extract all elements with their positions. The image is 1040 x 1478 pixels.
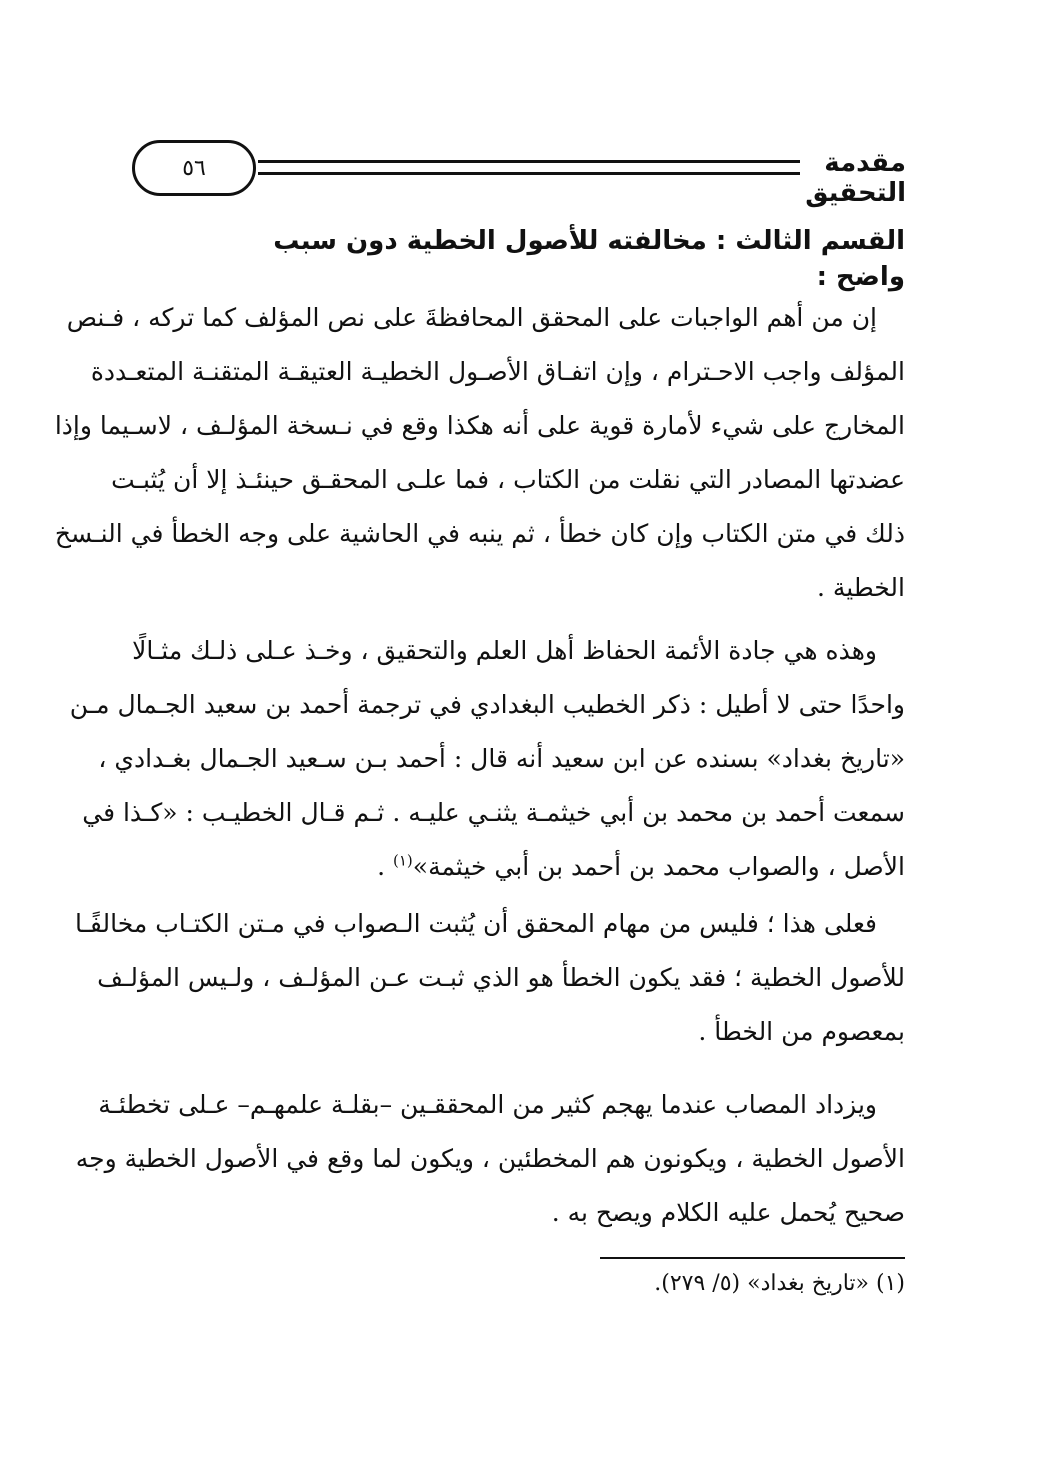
sentence-end-mark: .: [377, 852, 393, 881]
page-number-badge: ٥٦: [132, 140, 256, 196]
footnote-marker: (١): [393, 851, 413, 870]
paragraph-line: الخطية .: [816, 573, 905, 602]
paragraph-line: سمعت أحمد بن محمد بن أبي خيثمـة يثنـي عليـه . ثـم قـال الخطيـب : «كـذا في: [82, 798, 905, 827]
header-double-rule: [258, 160, 800, 175]
paragraph-line-text: الأصل ، والصواب محمد بن أحمد بن أبي خيثمة»: [412, 852, 905, 881]
paragraph-line: عضدتها المصادر التي نقلت من الكتاب ، فما علـى المحقـق حينئـذ إلا أن يُثبـت: [111, 465, 905, 494]
paragraph-line-with-footnote: [135, 840, 905, 894]
paragraph-line: إن من أهم الواجبات على المحقق المحافظةَ على نص المؤلف كما تركه ، فـنص: [66, 303, 877, 332]
paragraph-line: للأصول الخطية ؛ فقد يكون الخطأ هو الذي ثبـت عـن المؤلـف ، ولـيس المؤلـف: [97, 963, 905, 992]
paragraph-line: وهذه هي جادة الأئمة الحفاظ أهل العلم والتحقيق ، وخـذ عـلى ذلـك مثـالًا: [132, 636, 877, 665]
paragraph-line: صحيح يُحمل عليه الكلام ويصح به .: [551, 1198, 905, 1227]
paragraph-line: ويزداد المصاب عندما يهجم كثير من المحققـين –بقلـة علمهـم– عـلى تخطئـة: [98, 1090, 877, 1119]
page-header: [132, 140, 906, 208]
paragraph-line: المؤلف واجب الاحـترام ، وإن اتفـاق الأصـول الخطيـة العتيقـة المتقنـة المتعـددة: [90, 357, 905, 386]
paragraph-1: [54, 291, 905, 615]
footnote-text: (١) «تاريخ بغداد» (٥/ ٢٧٩).: [654, 1271, 905, 1296]
running-header-title: مقدمة التحقيق: [805, 148, 906, 208]
paragraph-line: واحدًا حتى لا أطيل : ذكر الخطيب البغدادي في ترجمة أحمد بن سعيد الجـمال مـن: [69, 690, 905, 719]
paragraph-line: المخارج على شيء لأمارة قوية على أنه هكذا وقع في نـسخة المؤلـف ، لاسـيما وإذا: [54, 411, 905, 440]
paragraph-line: الأصول الخطية ، ويكونون هم المخطئين ، ويكون لما وقع في الأصول الخطية وجه: [75, 1144, 905, 1173]
paragraph-line: «تاريخ بغداد» بسنده عن ابن سعيد أنه قال : أحمد بـن سـعيد الجـمال بغـدادي ،: [98, 744, 905, 773]
paragraph-4: [75, 1078, 905, 1240]
footnote-separator: [600, 1257, 905, 1259]
paragraph-line: فعلى هذا ؛ فليس من مهام المحقق أن يُثبت الـصواب في مـتن الكتـاب مخالفًـا: [74, 909, 877, 938]
paragraph-line: ذلك في متن الكتاب وإن كان خطأ ، ثم ينبه في الحاشية على وجه الخطأ في النـسخ: [54, 519, 905, 548]
paragraph-3: [74, 897, 905, 1059]
section-heading: القسم الثالث : مخالفته للأصول الخطية دون سبب واضح :: [273, 226, 905, 292]
paragraph-line: بمعصوم من الخطأ .: [698, 1017, 905, 1046]
paragraph-2: [69, 624, 905, 894]
